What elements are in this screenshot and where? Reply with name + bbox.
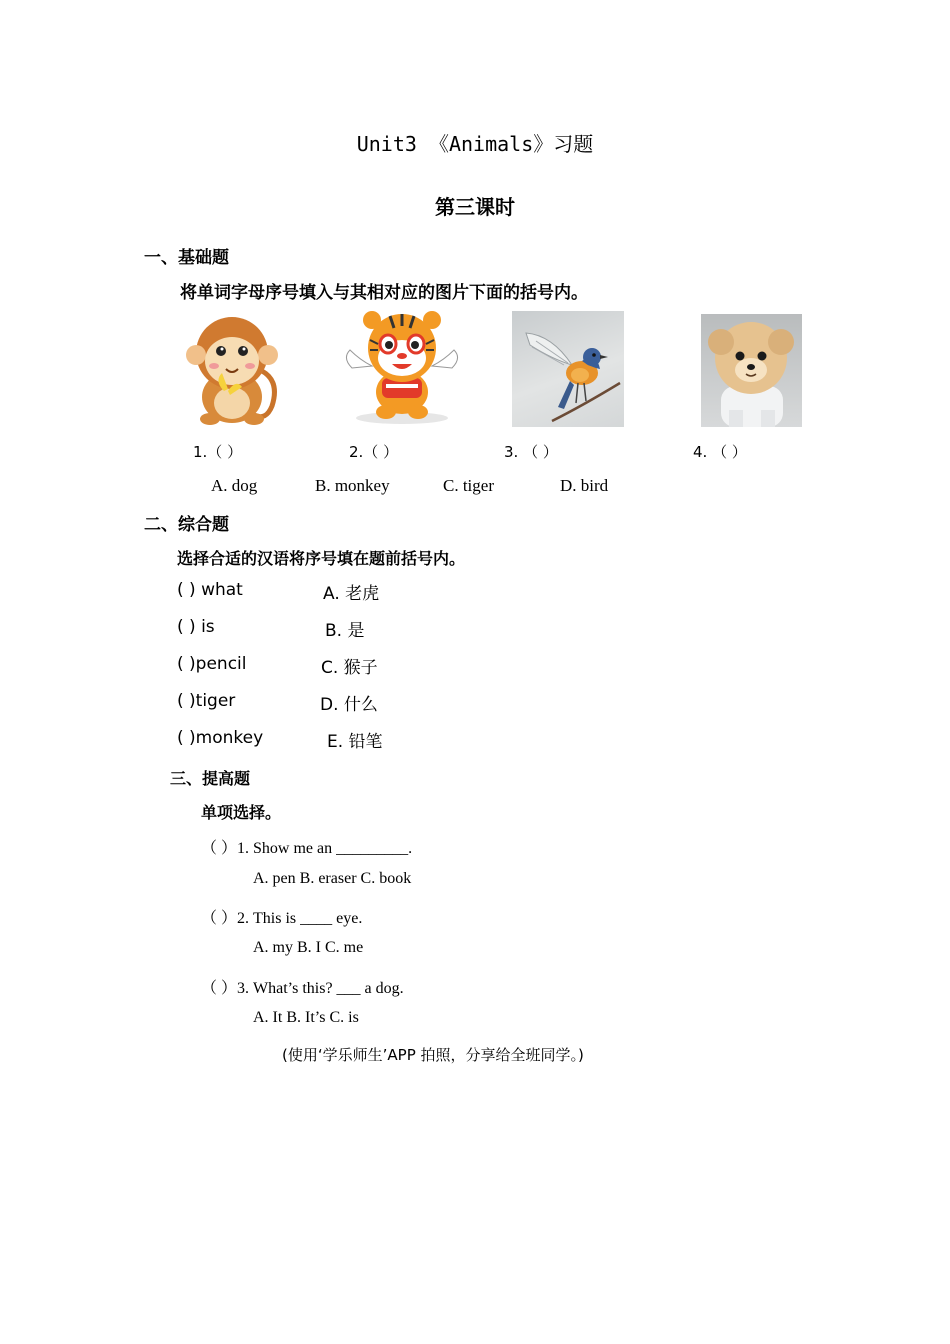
section2-instruction: 选择合适的汉语将序号填在题前括号内。 <box>177 549 466 568</box>
match-row-right: E. 铅笔 <box>327 732 383 752</box>
question-stem: （ ）3. What’s this? ___ a dog. <box>201 980 404 997</box>
question-options: A. my B. I C. me <box>253 939 364 956</box>
match-row-right: B. 是 <box>325 621 365 641</box>
picture-label-1: 1.（ ） <box>193 443 243 461</box>
picture-label-4: 4. （ ） <box>693 443 747 461</box>
section3-instruction: 单项选择。 <box>201 803 282 822</box>
share-note: (使用‘学乐师生’APP 拍照，分享给全班同学。) <box>282 1046 584 1064</box>
word-option-d: D. bird <box>560 476 609 495</box>
tiger-picture <box>342 310 462 428</box>
match-row-right: D. 什么 <box>320 695 378 715</box>
match-row-left: ( )monkey <box>177 728 264 748</box>
section1-heading: 一、基础题 <box>144 248 229 268</box>
dog-picture <box>701 314 802 427</box>
monkey-picture <box>184 311 280 427</box>
section3-heading: 三、提高题 <box>170 769 251 788</box>
section1-instruction: 将单词字母序号填入与其相对应的图片下面的括号内。 <box>180 283 588 303</box>
word-option-b: B. monkey <box>315 476 390 495</box>
question-options: A. It B. It’s C. is <box>253 1009 359 1026</box>
word-option-a: A. dog <box>211 476 258 495</box>
match-row-right: A. 老虎 <box>323 584 380 604</box>
match-row-left: ( ) is <box>177 617 215 637</box>
section2-heading: 二、综合题 <box>144 515 229 535</box>
match-row-left: ( )tiger <box>177 691 236 711</box>
picture-label-3: 3. （ ） <box>504 443 558 461</box>
match-row-left: ( ) what <box>177 580 243 600</box>
question-options: A. pen B. eraser C. book <box>253 870 412 887</box>
page-subtitle: 第三课时 <box>435 195 515 219</box>
page-title: Unit3 《Animals》习题 <box>356 132 594 156</box>
picture-label-2: 2.（ ） <box>349 443 399 461</box>
question-stem: （ ）2. This is ____ eye. <box>201 910 363 927</box>
word-option-c: C. tiger <box>443 476 494 495</box>
match-row-right: C. 猴子 <box>321 658 378 678</box>
bird-picture <box>512 311 624 427</box>
question-stem: （ ）1. Show me an _________. <box>201 840 413 857</box>
match-row-left: ( )pencil <box>177 654 247 674</box>
